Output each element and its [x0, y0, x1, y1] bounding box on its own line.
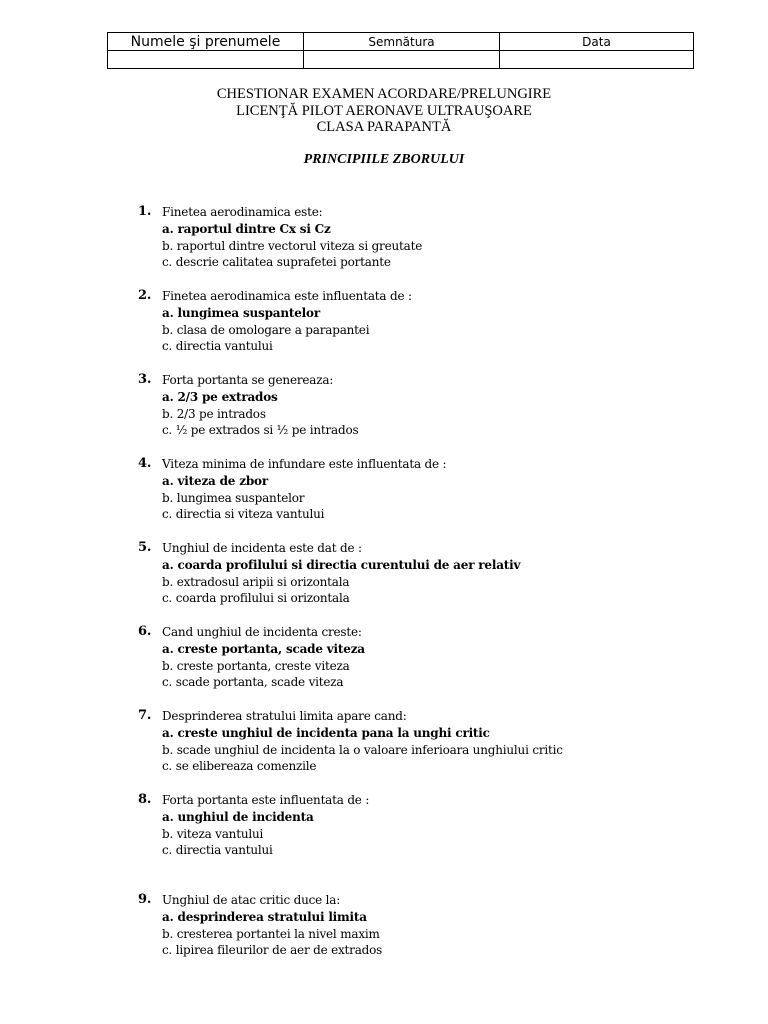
question-text: Cand unghiul de incidenta creste:	[162, 625, 362, 639]
date-field[interactable]	[500, 51, 694, 69]
answer-option: c. ½ pe extrados si ½ pe intrados	[162, 423, 359, 438]
answer-option: c. coarda profilului si orizontala	[162, 591, 350, 606]
question-number: 8.	[138, 792, 152, 807]
question-number: 2.	[138, 288, 152, 303]
answer-option-correct: a. creste unghiul de incidenta pana la unghi critic	[162, 725, 490, 740]
answer-option: b. creste portanta, creste viteza	[162, 658, 350, 673]
answer-option: b. raportul dintre vectorul viteza si greutate	[162, 238, 423, 253]
question-item	[138, 372, 738, 439]
question-text: Forta portanta este influentata de :	[162, 793, 370, 807]
question-number: 4.	[138, 456, 152, 471]
name-label: Numele şi prenumele	[108, 33, 304, 51]
question-number: 7.	[138, 708, 152, 723]
title-line-3: CLASA PARAPANTĂ	[316, 119, 452, 135]
question-text: Finetea aerodinamica este influentata de :	[162, 289, 412, 303]
answer-option-correct: a. viteza de zbor	[162, 473, 268, 488]
answer-option-correct: a. creste portanta, scade viteza	[162, 641, 365, 656]
section-subtitle: PRINCIPIILE ZBORULUI	[303, 152, 465, 167]
title-line-2: LICENŢĂ PILOT AERONAVE ULTRAUŞOARE	[236, 102, 532, 119]
name-field[interactable]	[108, 51, 304, 69]
question-text: Finetea aerodinamica este:	[162, 205, 323, 219]
signature-label: Semnătura	[304, 33, 500, 51]
answer-option-correct: a. lungimea suspantelor	[162, 305, 320, 320]
question-number: 6.	[138, 624, 152, 639]
answer-option-correct: a. 2/3 pe extrados	[162, 389, 278, 404]
answer-option: b. extradosul aripii si orizontala	[162, 574, 350, 589]
question-number: 3.	[138, 372, 152, 387]
question-text: Forta portanta se genereaza:	[162, 373, 334, 387]
date-label: Data	[500, 33, 694, 51]
document-title	[0, 86, 768, 136]
answer-option: b. viteza vantului	[162, 826, 264, 841]
answer-option: c. lipirea fileurilor de aer de extrados	[162, 943, 383, 958]
question-number: 5.	[138, 540, 152, 555]
question-item	[138, 204, 738, 271]
answer-option: c. descrie calitatea suprafetei portante	[162, 255, 391, 270]
question-number: 1.	[138, 204, 152, 219]
question-item	[138, 288, 738, 355]
answer-option-correct: a. coarda profilului si directia curentului de aer relativ	[162, 557, 521, 572]
question-text: Unghiul de incidenta este dat de :	[162, 541, 362, 555]
question-item	[138, 708, 738, 775]
answer-option: c. directia si viteza vantului	[162, 507, 325, 522]
answer-option: b. 2/3 pe intrados	[162, 406, 266, 421]
question-text: Unghiul de atac critic duce la:	[162, 893, 341, 907]
answer-option-correct: a. unghiul de incidenta	[162, 809, 314, 824]
question-text: Viteza minima de infundare este influentata de :	[162, 457, 447, 471]
answer-option: b. lungimea suspantelor	[162, 490, 305, 505]
question-item	[138, 540, 738, 607]
question-text: Desprinderea stratului limita apare cand:	[162, 709, 407, 723]
question-item	[138, 892, 738, 959]
question-item	[138, 456, 738, 523]
answer-option: b. clasa de omologare a parapantei	[162, 322, 370, 337]
signature-field[interactable]	[304, 51, 500, 69]
answer-option: c. scade portanta, scade viteza	[162, 675, 344, 690]
question-item	[138, 792, 738, 859]
answer-option: c. directia vantului	[162, 843, 273, 858]
question-item	[138, 624, 738, 691]
title-line-1: CHESTIONAR EXAMEN ACORDARE/PRELUNGIRE	[216, 86, 552, 102]
answer-option: c. directia vantului	[162, 339, 273, 354]
question-number: 9.	[138, 892, 152, 907]
answer-option-correct: a. desprinderea stratului limita	[162, 909, 367, 924]
answer-option: b. scade unghiul de incidenta la o valoare inferioara unghiului critic	[162, 742, 563, 757]
answer-option-correct: a. raportul dintre Cx si Cz	[162, 221, 331, 236]
answer-option: c. se elibereaza comenzile	[162, 759, 317, 774]
identification-table	[107, 32, 694, 69]
answer-option: b. cresterea portantei la nivel maxim	[162, 926, 380, 941]
